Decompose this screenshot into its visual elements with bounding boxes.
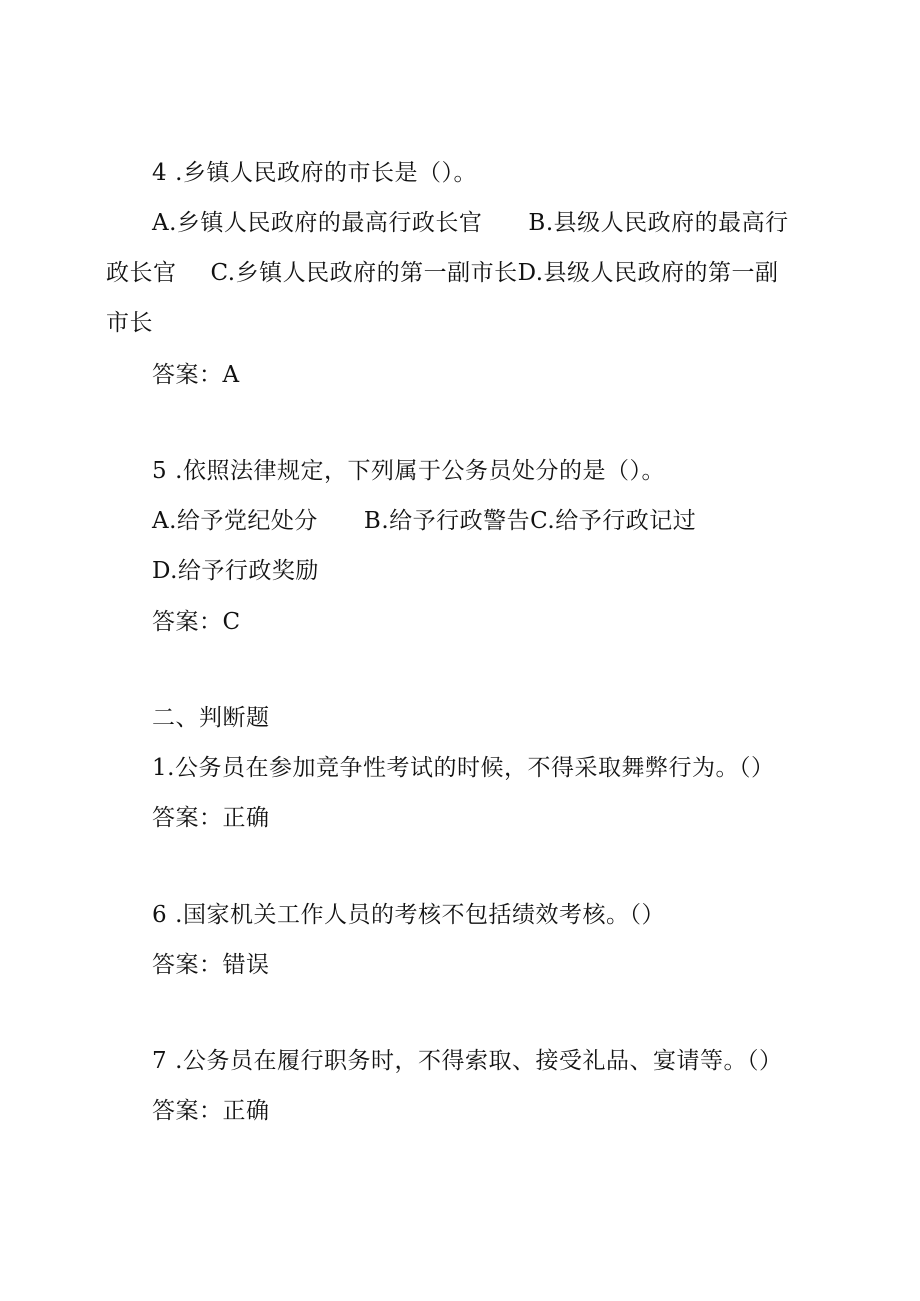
question-4-option-b-cont: 政长官 — [106, 260, 177, 286]
question-5-answer: 答案：C — [152, 609, 241, 635]
judgement-7-answer: 答案：正确 — [152, 1098, 270, 1124]
question-4-answer: 答案：A — [152, 362, 240, 388]
question-5-options-line-1 — [152, 506, 696, 536]
judgement-1-stem — [152, 753, 774, 783]
judgement-1-answer: 答案：正确 — [152, 805, 270, 831]
question-4-option-c: C.乡镇人民政府的第一副市长 — [210, 260, 518, 286]
question-4-options-line-1 — [152, 208, 789, 238]
question-4-option-a: A.乡镇人民政府的最高行政长官 — [152, 210, 483, 236]
question-4-option-b: B.县级人民政府的最高行 — [528, 210, 789, 236]
section-heading-true-false: 二、判断题 — [152, 705, 270, 731]
question-5-option-c: C.给予行政记过 — [530, 508, 697, 534]
question-5-option-a: A.给予党纪处分 — [152, 508, 318, 534]
question-5-text: .依照法律规定，下列属于公务员处分的是（）。 — [175, 458, 665, 484]
judgement-7-number: 7 — [152, 1048, 168, 1074]
judgement-1-text: 公务员在参加竞争性考试的时候，不得采取舞弊行为。（） — [174, 755, 775, 781]
judgement-6-number: 6 — [152, 902, 168, 928]
question-4-number: 4 — [152, 160, 168, 186]
question-5-options-line-2 — [152, 556, 319, 586]
question-5-option-b: B.给予行政警告 — [363, 508, 531, 534]
judgement-7-stem — [152, 1046, 782, 1076]
judgement-6-text: .国家机关工作人员的考核不包括绩效考核。（） — [175, 902, 665, 928]
question-4-options-line-3 — [106, 308, 153, 338]
judgement-6-stem — [152, 900, 665, 930]
question-4-option-d: D.县级人民政府的第一副 — [517, 260, 779, 286]
question-5-stem — [152, 456, 665, 486]
judgement-7-text: .公务员在履行职务时，不得索取、接受礼品、宴请等。（） — [175, 1048, 783, 1074]
question-4-option-d-cont: 市长 — [106, 310, 153, 336]
question-4-options-line-2 — [106, 258, 779, 288]
question-5-option-d: D.给予行政奖励 — [152, 558, 319, 584]
question-5-number: 5 — [152, 458, 168, 484]
judgement-1-number: 1. — [152, 755, 175, 781]
judgement-6-answer: 答案：错误 — [152, 952, 270, 978]
question-4-stem — [152, 158, 477, 188]
question-4-text: .乡镇人民政府的市长是（）。 — [175, 160, 477, 186]
